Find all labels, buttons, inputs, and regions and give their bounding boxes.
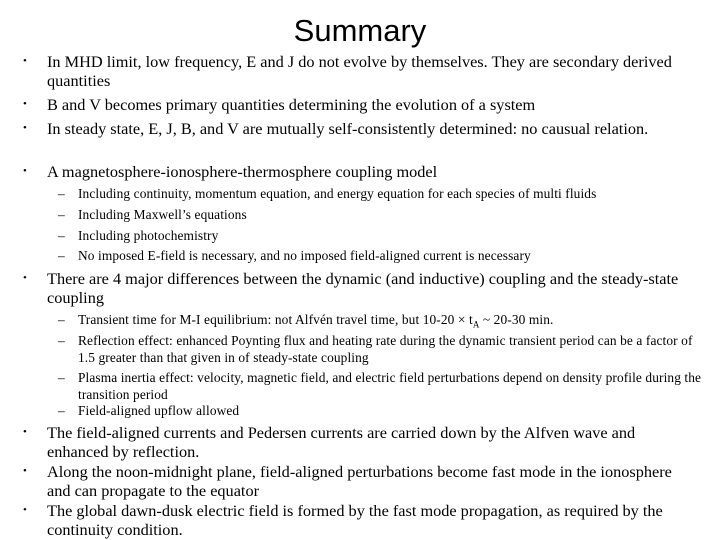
dash-marker: –	[58, 228, 65, 243]
subitem-text: Reflection effect: enhanced Poynting flux and heating rate during the dynamic transient period can be a factor of 1.5 greater than that given in of steady-state coupling	[78, 333, 693, 365]
bullet-text: B and V becomes primary quantities determining the evolution of a system	[47, 95, 536, 114]
bullet-marker: •	[23, 122, 27, 134]
subitem-text: Including photochemistry	[78, 228, 219, 243]
bullet-marker: •	[23, 165, 27, 177]
transient-text-suffix: ~ 20-30 min.	[479, 312, 554, 327]
bullet-text: The field-aligned currents and Pedersen currents are carried down by the Alfven wave and enhanced by reflection.	[47, 423, 636, 461]
bullet-text: Along the noon-midnight plane, field-aligned perturbations become fast mode in the ionosphere and can propagate to the equator	[47, 462, 672, 500]
bullet-marker: •	[23, 272, 27, 284]
subitem-text: Plasma inertia effect: velocity, magnetic field, and electric field perturbations depend on density profile during the transition period	[78, 370, 702, 402]
subitem-text: Including continuity, momentum equation, and energy equation for each species of multi fluids	[78, 186, 597, 201]
bullet-text: The global dawn-dusk electric field is formed by the fast mode propagation, as required by the continuity condition.	[47, 501, 663, 539]
dash-marker: –	[58, 403, 65, 418]
bullet-marker: •	[23, 426, 27, 438]
bullet-marker: •	[23, 465, 27, 477]
subitem-text: Field-aligned upflow allowed	[78, 403, 240, 418]
bullet-text: In steady state, E, J, B, and V are mutually self-consistently determined: no causual relation.	[47, 119, 649, 138]
subitem-text	[78, 312, 704, 329]
bullet-text: In MHD limit, low frequency, E and J do not evolve by themselves. They are secondary derived quantities	[47, 52, 672, 90]
bullet-marker: •	[23, 55, 27, 67]
dash-marker: –	[58, 370, 65, 385]
subitem-text: Including Maxwell’s equations	[78, 207, 247, 222]
dash-marker: –	[58, 312, 65, 327]
bullet-text: There are 4 major differences between the dynamic (and inductive) coupling and the steady-state coupling	[47, 269, 679, 307]
bullet-marker: •	[23, 504, 27, 516]
dash-marker: –	[58, 186, 65, 201]
dash-marker: –	[58, 333, 65, 348]
transient-text-prefix: Transient time for M-I equilibrium: not Alfvén travel time, but 10-20 × t	[78, 312, 473, 327]
subitem-text: No imposed E-field is necessary, and no imposed field-aligned current is necessary	[78, 248, 531, 263]
slide-title: Summary	[293, 13, 427, 48]
dash-marker: –	[58, 248, 65, 263]
dash-marker: –	[58, 207, 65, 222]
bullet-text: A magnetosphere-ionosphere-thermosphere coupling model	[47, 162, 438, 181]
transient-subscript: A	[472, 319, 480, 330]
bullet-marker: •	[23, 98, 27, 110]
